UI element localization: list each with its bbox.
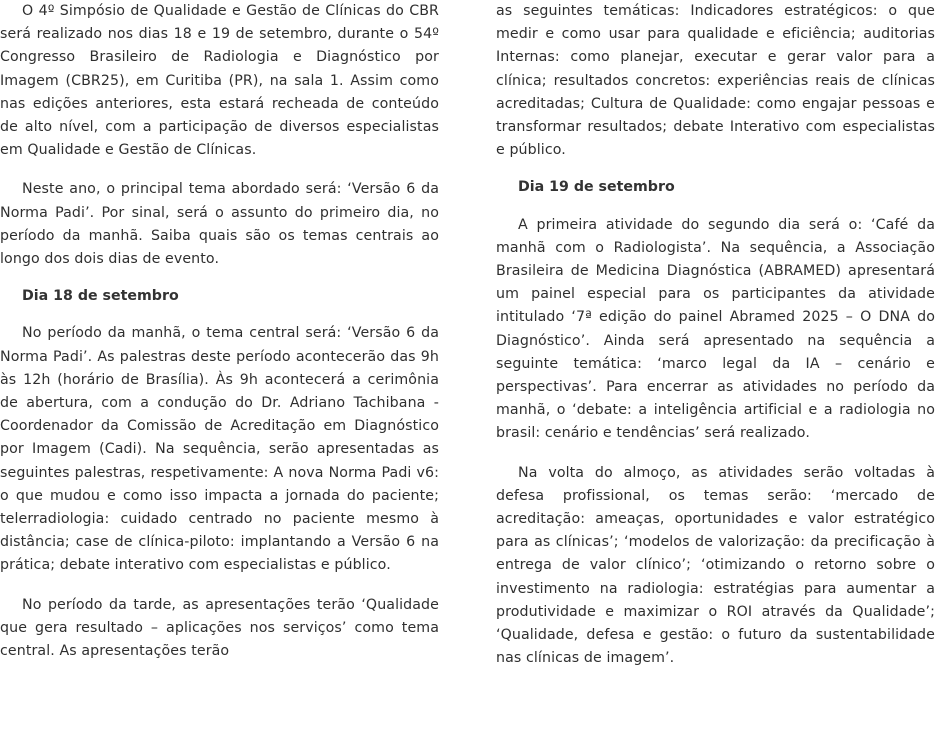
- day-19-morning-paragraph: A primeira atividade do segundo dia será o: ‘Café da manhã com o Radiologista’. Na sequência, a Associação Brasileira de Medicina Diagnóstica (ABRAMED) apresentará um painel especial para os participantes da atividade intitulado ‘7ª edição do painel Abramed 2025 – O DNA do Diagnóstico’. Ainda será apresentado na sequência a seguinte temática: ‘marco legal da IA – cenário e perspectivas’. Para encerrar as atividades no período da manhã, o ‘debate: a inteligência artificial e a radiologia no brasil: cenário e tendências’ será realizado.: [496, 216, 935, 442]
- left-column: [0, 0, 439, 663]
- main-theme-paragraph: Neste ano, o principal tema abordado será: ‘Versão 6 da Norma Padi’. Por sinal, será o assunto do primeiro dia, no período da manhã. Saiba quais são os temas centrais ao longo dos dois dias de evento.: [0, 181, 439, 268]
- day-19-heading: Dia 19 de setembro: [518, 179, 675, 196]
- day-18-morning-paragraph: No período da manhã, o tema central será: ‘Versão 6 da Norma Padi’. As palestras deste período acontecerão das 9h às 12h (horário de Brasília). Às 9h acontecerá a cerimônia de abertura, com a condução do Dr. Adriano Tachibana - Coordenador da Comissão de Acreditação em Diagnóstico por Imagem (Cadi). Na sequência, serão apresentadas as seguintes palestras, respetivamente: A nova Norma Padi v6: o que mudou e como isso impacta a jornada do paciente; telerradiologia: cuidado centrado no paciente mesmo à distância; case de clínica-piloto: implantando a Versão 6 na prática; debate interativo com especialistas e público.: [0, 325, 439, 574]
- afternoon-themes-paragraph: as seguintes temáticas: Indicadores estratégicos: o que medir e como usar para qualidade e eficiência; auditorias Internas: como planejar, executar e gerar valor para a clínica; resultados concretos: experiências reais de clínicas acreditadas; Cultura de Qualidade: como engajar pessoas e transformar resultados; debate Interativo com especialistas e público.: [496, 3, 935, 159]
- day-18-heading: Dia 18 de setembro: [22, 288, 179, 305]
- day-19-afternoon-paragraph: Na volta do almoço, as atividades serão voltadas à defesa profissional, os temas serão: ‘mercado de acreditação: ameaças, oportunidades e valor estratégico para as clínicas’; ‘modelos de valorização: da precificação à entrega de valor clínico’; ‘otimizando o retorno sobre o investimento na radiologia: estratégias para aumentar a produtividade e maximizar o ROI através da Qualidade’; ‘Qualidade, defesa e gestão: o futuro da sustentabilidade nas clínicas de imagem’.: [496, 464, 935, 667]
- intro-paragraph: O 4º Simpósio de Qualidade e Gestão de Clínicas do CBR será realizado nos dias 18 e 19 de setembro, durante o 54º Congresso Brasileiro de Radiologia e Diagnóstico por Imagem (CBR25), em Curitiba (PR), na sala 1. Assim como nas edições anteriores, esta estará recheada de conteúdo de alto nível, com a participação de diversos especialistas em Qualidade e Gestão de Clínicas.: [0, 3, 439, 159]
- right-column: [496, 0, 935, 670]
- day-18-afternoon-paragraph: No período da tarde, as apresentações terão ‘Qualidade que gera resultado – aplicações nos serviços’ como tema central. As apresentações terão: [0, 596, 439, 660]
